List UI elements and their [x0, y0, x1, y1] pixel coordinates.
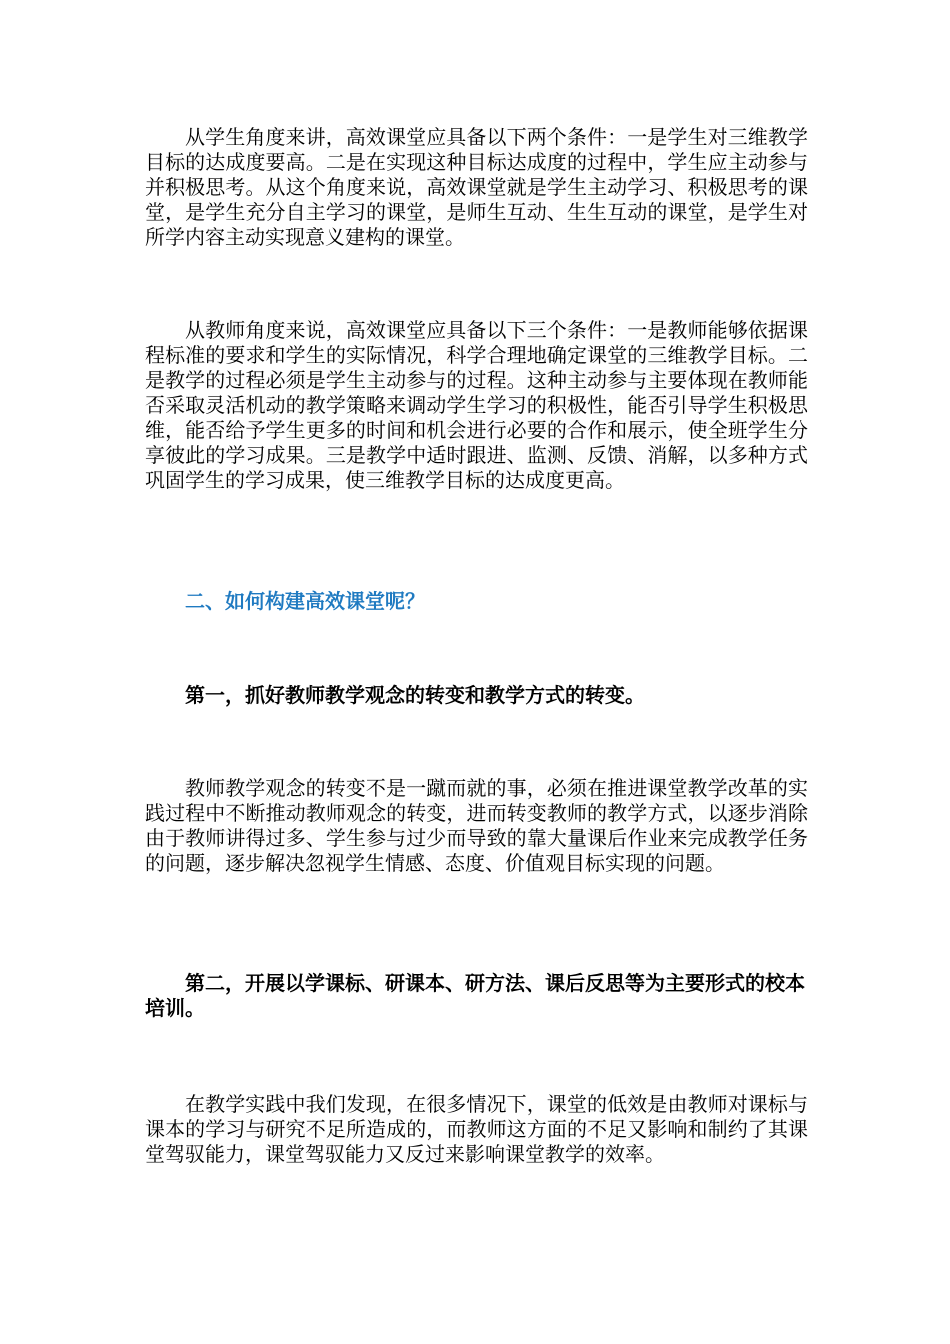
- paragraph-teacher-view: 从教师角度来说，高效课堂应具备以下三个条件：一是教师能够依据课程标准的要求和学生的实际情况，科学合理地确定课堂的三维教学目标。二是教学的过程必须是学生主动参与的过程。这种主动参与主要体现在教师能否采取灵活机动的教学策略来调动学生学习的积极性，能否引导学生积极思维，能否给予学生更多的时间和机会进行必要的合作和展示，使全班学生分享彼此的学习成果。三是教学中适时跟进、监测、反馈、消解，以多种方式巩固学生的学习成果，使三维教学目标的达成度更高。: [145, 318, 808, 492]
- paragraph-point-one: 教师教学观念的转变不是一蹴而就的事，必须在推进课堂教学改革的实践过程中不断推动教师观念的转变，进而转变教师的教学方式，以逐步消除由于教师讲得过多、学生参与过少而导致的靠大量课后作业来完成教学任务的问题，逐步解决忽视学生情感、态度、价值观目标实现的问题。: [145, 776, 808, 875]
- section-heading: 二、如何构建高效课堂呢？: [185, 589, 425, 613]
- paragraph-student-view: 从学生角度来讲，高效课堂应具备以下两个条件：一是学生对三维教学目标的达成度要高。二是在实现这种目标达成度的过程中，学生应主动参与并积极思考。从这个角度来说，高效课堂就是学生主动学习、积极思考的课堂，是学生充分自主学习的课堂，是师生互动、生生互动的课堂，是学生对所学内容主动实现意义建构的课堂。: [145, 125, 808, 249]
- point-one-heading: 第一，抓好教师教学观念的转变和教学方式的转变。: [185, 683, 645, 707]
- point-two-heading: 第二，开展以学课标、研课本、研方法、课后反思等为主要形式的校本培训。: [145, 971, 805, 1020]
- paragraph-point-two: 在教学实践中我们发现，在很多情况下，课堂的低效是由教师对课标与课本的学习与研究不足所造成的，而教师这方面的不足又影响和制约了其课堂驾驭能力，课堂驾驭能力又反过来影响课堂教学的效率。: [145, 1092, 808, 1166]
